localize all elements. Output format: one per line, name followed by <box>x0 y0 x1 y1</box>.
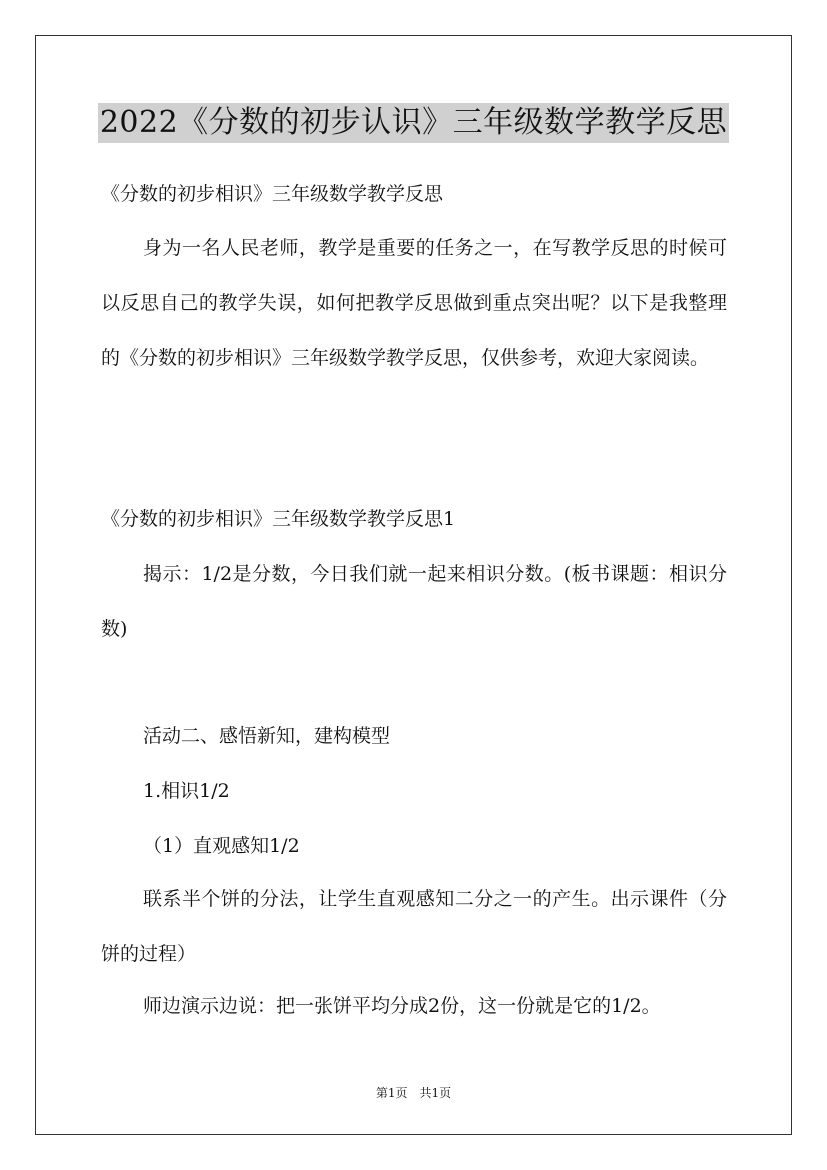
activity-heading: 活动二、感悟新知，建构模型 <box>143 725 391 747</box>
page-footer: 第1页 共1页 <box>375 1086 452 1100</box>
demo-paragraph: 师边演示边说：把一张饼平均分成2份，这一份就是它的1/2。 <box>143 995 661 1017</box>
document-subtitle: 《分数的初步相识》三年级数学教学反思 <box>101 183 444 205</box>
reveal-paragraph: 揭示：1/2是分数，今日我们就一起来相识分数。(板书课题：相识分数) <box>101 563 727 640</box>
title-container <box>0 103 827 143</box>
connect-paragraph: 联系半个饼的分法，让学生直观感知二分之一的产生。出示课件（分饼的过程） <box>101 888 727 965</box>
intro-paragraph: 身为一名人民老师，教学是重要的任务之一，在写教学反思的时候可以反思自己的教学失误，如何把教学反思做到重点突出呢？以下是我整理的《分数的初步相识》三年级数学教学反思，仅供参考，欢迎大家阅读。 <box>101 237 727 369</box>
list-subitem: （1）直观感知1/2 <box>143 835 300 857</box>
list-item: 1.相识1/2 <box>143 780 230 802</box>
section-heading: 《分数的初步相识》三年级数学教学反思1 <box>101 508 456 530</box>
document-title: 2022《分数的初步认识》三年级数学教学反思 <box>98 103 729 143</box>
